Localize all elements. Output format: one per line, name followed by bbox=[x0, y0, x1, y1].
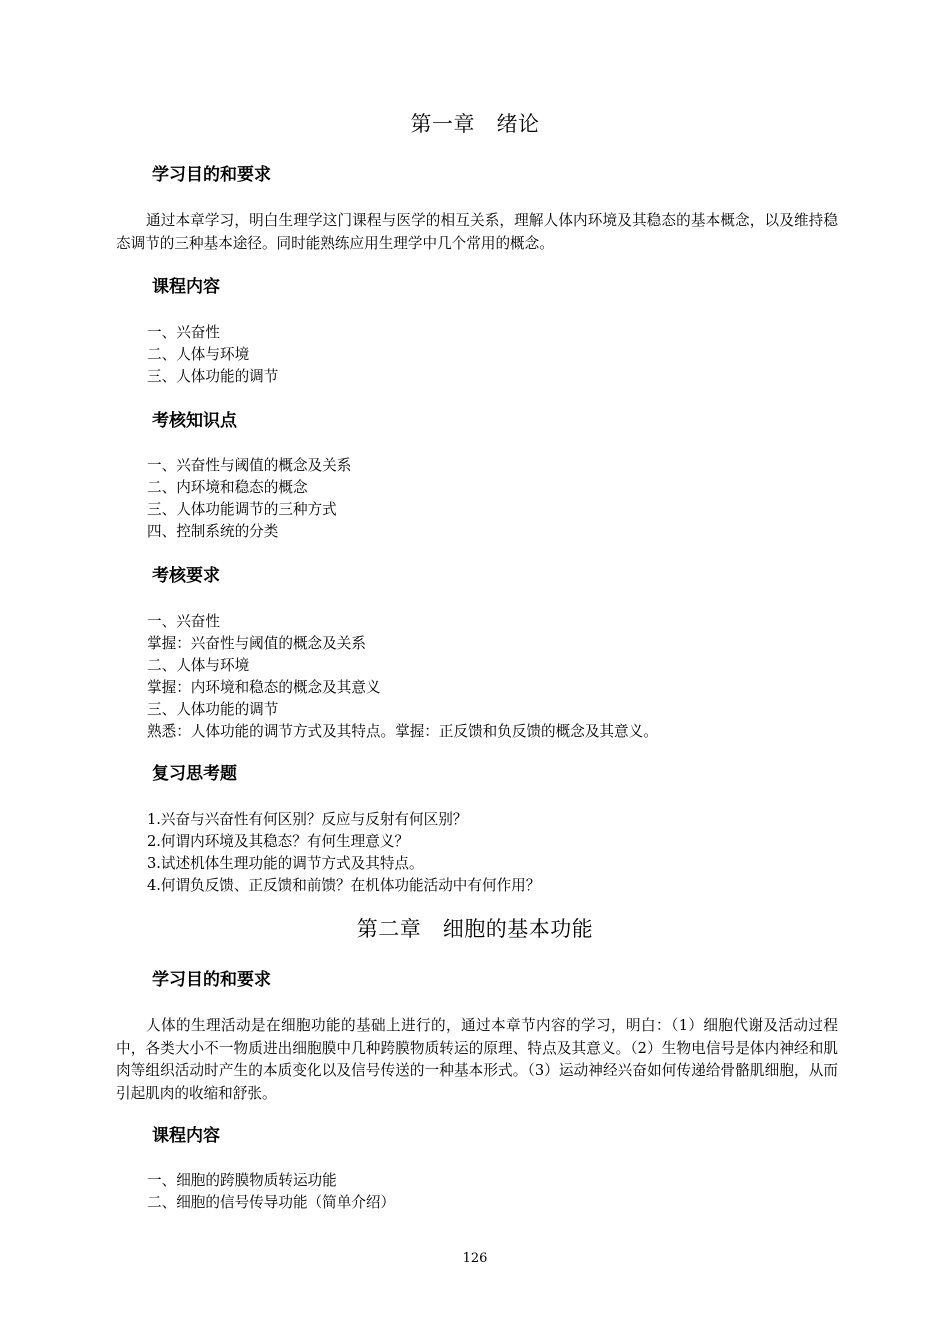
list-item: 三、人体功能的调节 bbox=[147, 368, 279, 385]
list-item: 3.试述机体生理功能的调节方式及其特点。 bbox=[147, 855, 424, 872]
ch2-objectives-heading: 学习目的和要求 bbox=[152, 970, 271, 990]
ch1-review-questions-list bbox=[147, 809, 540, 897]
list-item: 二、内环境和稳态的概念 bbox=[147, 479, 308, 496]
ch2-course-content-list bbox=[147, 1170, 395, 1214]
list-item: 掌握：内环境和稳态的概念及其意义 bbox=[147, 679, 381, 696]
list-item: 二、细胞的信号传导功能（简单介绍） bbox=[147, 1194, 396, 1211]
list-item: 掌握：兴奋性与阈值的概念及关系 bbox=[147, 635, 366, 652]
list-item: 2.何谓内环境及其稳态？有何生理意义？ bbox=[147, 833, 410, 850]
ch1-assessment-requirements-heading: 考核要求 bbox=[152, 566, 220, 586]
list-item: 二、人体与环境 bbox=[147, 346, 250, 363]
list-item: 一、兴奋性与阈值的概念及关系 bbox=[147, 457, 352, 474]
ch2-objectives-text: 人体的生理活动是在细胞功能的基础上进行的，通过本章节内容的学习，明白：（1）细胞代谢及活动过程中，各类大小不一物质进出细胞膜中几种跨膜物质转运的原理、特点及其意义。（2）生物电信号是体内神经和肌肉等组织活动时产生的本质变化以及信号传送的一种基本形式。（3）运动神经兴奋如何传递给骨骼肌细胞，从而引起肌肉的收缩和舒张。 bbox=[116, 1017, 838, 1102]
list-item: 四、控制系统的分类 bbox=[147, 523, 279, 540]
ch1-objectives-heading: 学习目的和要求 bbox=[152, 165, 271, 185]
list-item: 一、兴奋性 bbox=[147, 613, 220, 630]
page-number: 126 bbox=[462, 1251, 488, 1266]
ch2-course-content-heading: 课程内容 bbox=[152, 1126, 220, 1146]
list-item: 三、人体功能的调节 bbox=[147, 701, 279, 718]
ch1-course-content-heading: 课程内容 bbox=[152, 277, 220, 297]
ch1-assessment-points-heading: 考核知识点 bbox=[152, 411, 237, 431]
list-item: 一、细胞的跨膜物质转运功能 bbox=[147, 1172, 337, 1189]
ch1-assessment-points-list bbox=[147, 455, 351, 543]
chapter-2-title: 第二章 细胞的基本功能 bbox=[356, 917, 594, 941]
chapter-1-title: 第一章 绪论 bbox=[410, 112, 540, 136]
list-item: 1.兴奋与兴奋性有何区别？反应与反射有何区别？ bbox=[147, 811, 468, 828]
ch1-objectives-text: 通过本章学习，明白生理学这门课程与医学的相互关系，理解人体内环境及其稳态的基本概念，以及维持稳态调节的三种基本途径。同时能熟练应用生理学中几个常用的概念。 bbox=[116, 212, 838, 252]
ch1-assessment-requirements-list bbox=[147, 611, 658, 743]
list-item: 一、兴奋性 bbox=[147, 324, 220, 341]
list-item: 熟悉：人体功能的调节方式及其特点。掌握：正反馈和负反馈的概念及其意义。 bbox=[147, 723, 658, 740]
list-item: 二、人体与环境 bbox=[147, 657, 250, 674]
list-item: 4.何谓负反馈、正反馈和前馈？在机体功能活动中有何作用？ bbox=[147, 877, 541, 894]
ch1-course-content-list bbox=[147, 322, 278, 388]
list-item: 三、人体功能调节的三种方式 bbox=[147, 501, 337, 518]
ch1-review-questions-heading: 复习思考题 bbox=[152, 764, 237, 784]
